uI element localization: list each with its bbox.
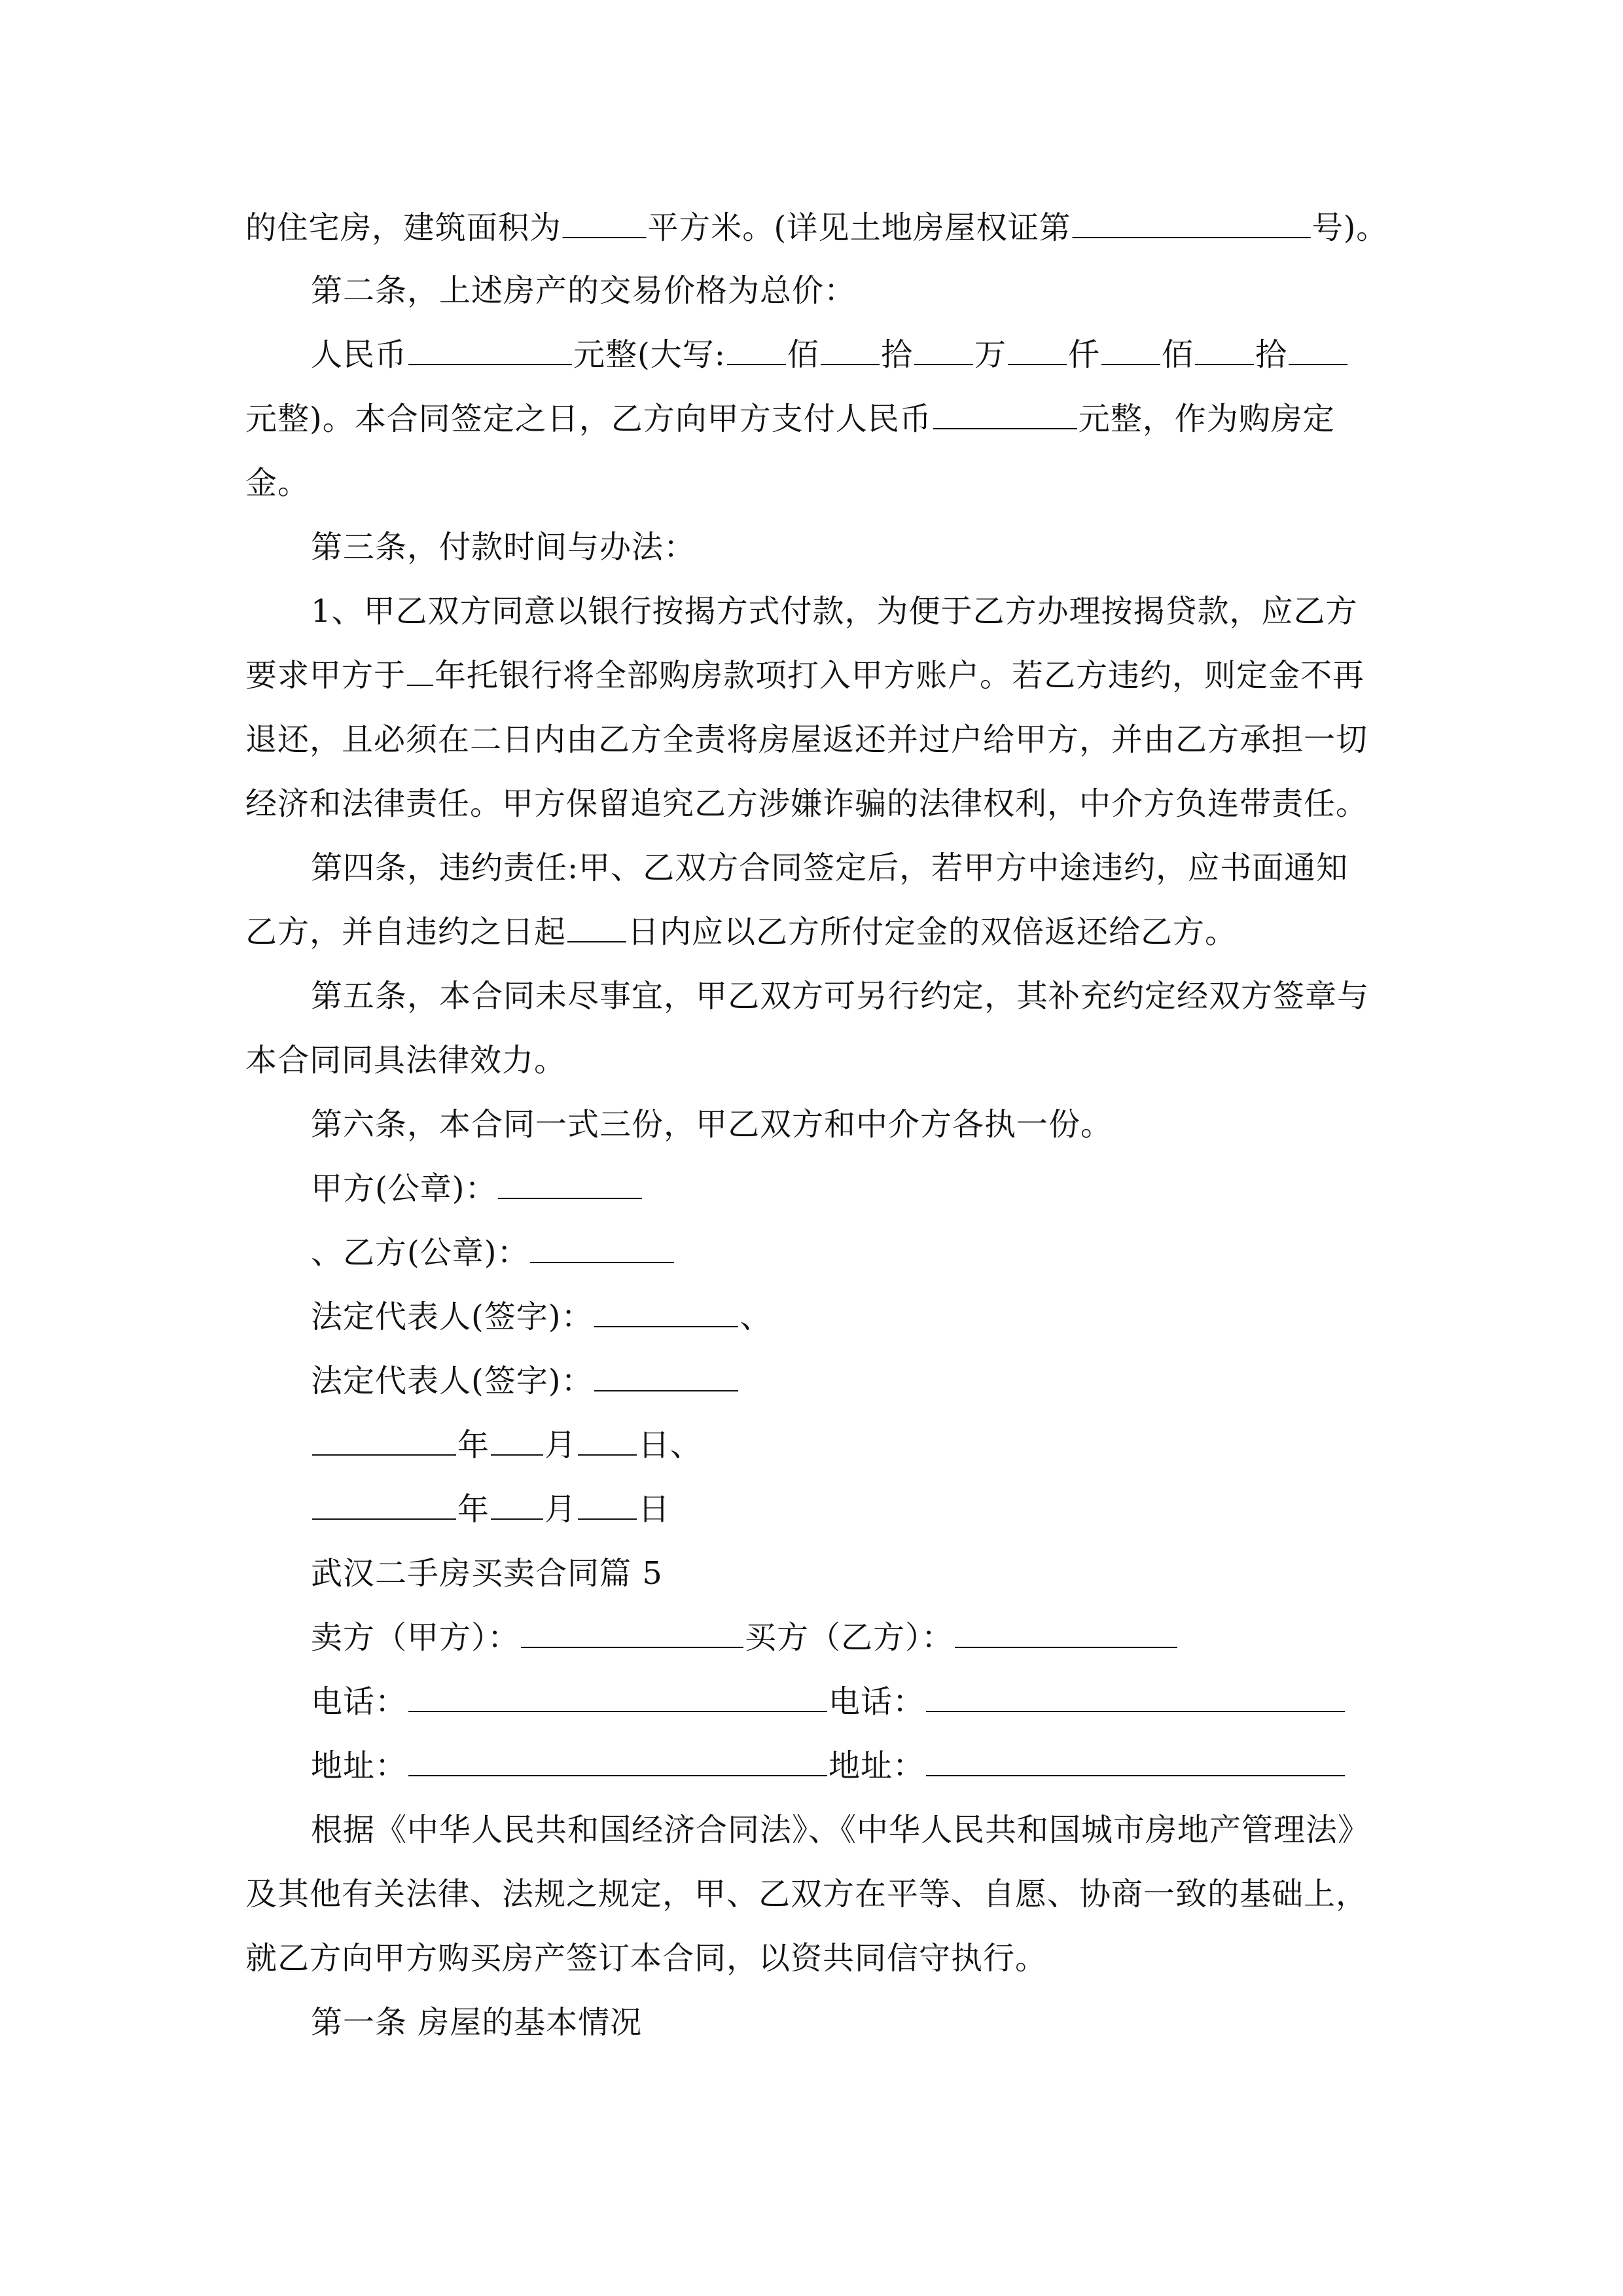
text-line [245,399,1335,439]
text-span: 号)。 [1311,209,1388,246]
text-span: 元整(大写: [573,336,726,373]
text-span: 甲方(公章)： [311,1170,497,1207]
text-span: 第三条，付款时间与办法： [311,529,696,565]
text-span: 电话： [829,1683,925,1720]
text-span: 平方米。(详见土地房屋权证第 [647,209,1071,246]
text-span: 月 [544,1491,577,1528]
text-line [245,912,1237,952]
text-span: 元整，作为购房定 [1078,401,1335,437]
blank-field[interactable] [563,208,647,238]
text-line [311,1490,670,1529]
text-line [311,271,856,310]
text-line [245,720,1368,759]
text-span: 元整)。本合同签定之日，乙方向甲方支付人民币 [245,401,932,437]
text-span: 、乙方(公章)： [311,1234,529,1271]
text-span: 年 [457,1427,490,1463]
blank-field[interactable] [955,1618,1177,1648]
text-span: 要求甲方于 [245,657,406,694]
blank-field[interactable] [312,1426,456,1456]
text-line [311,848,1348,888]
text-span: 买方（乙方）： [745,1619,954,1656]
text-span: 金。 [245,465,310,501]
blank-field[interactable] [521,1618,743,1648]
blank-field[interactable] [1289,335,1347,365]
text-line [245,1939,1047,1978]
text-span: 退还，且必须在二日内由乙方全责将房屋返还并过户给甲方，并由乙方承担一切 [245,721,1368,758]
text-span: 第六条，本合同一式三份，甲乙双方和中介方各执一份。 [311,1106,1113,1143]
blank-field[interactable] [578,1490,637,1520]
text-line [245,1041,566,1080]
text-span: 第五条，本合同未尽事宜，甲乙双方可另行约定，其补充约定经双方签章与 [311,978,1370,1014]
blank-field[interactable] [926,1746,1345,1776]
blank-field[interactable] [727,335,786,365]
blank-field[interactable] [312,1490,456,1520]
text-span: 法定代表人(签字)： [311,1363,594,1399]
text-line [311,2003,642,2042]
blank-field[interactable] [1101,335,1160,365]
text-span: 1、甲乙双方同意以银行按揭方式付款，为便于乙方办理按揭贷款，应乙方 [311,593,1358,630]
blank-field[interactable] [491,1426,543,1456]
blank-field[interactable] [491,1490,543,1520]
text-span: 电话： [311,1683,408,1720]
text-line [311,977,1369,1016]
blank-field[interactable] [407,656,433,686]
text-line [245,1874,1368,1914]
blank-field[interactable] [821,335,880,365]
blank-field[interactable] [1195,335,1254,365]
blank-field[interactable] [594,1297,738,1327]
blank-field[interactable] [408,335,572,365]
text-line [311,1297,772,1336]
text-span: 拾 [1255,336,1288,373]
text-line [311,335,1349,374]
blank-field[interactable] [408,1746,827,1776]
text-span: 地址： [829,1748,925,1784]
text-line [311,592,1358,631]
text-span: 日内应以乙方所付定金的双倍返还给乙方。 [628,914,1238,950]
text-line [311,1810,1370,1850]
text-line [311,1169,643,1208]
text-line [311,1426,702,1465]
blank-field[interactable] [933,399,1077,429]
text-span: 人民币 [311,336,408,373]
section-heading [311,1554,663,1593]
blank-field[interactable] [578,1426,637,1456]
text-span: 经济和法律责任。甲方保留追究乙方涉嫌诈骗的法律权利，中介方负连带责任。 [245,785,1368,822]
text-span: 武汉二手房买卖合同篇 5 [311,1555,663,1592]
text-span: 法定代表人(签字)： [311,1299,594,1335]
blank-field[interactable] [1072,208,1310,238]
text-span: 拾 [880,336,913,373]
text-line [245,784,1368,823]
text-span: 佰 [1161,336,1194,373]
text-line [311,528,696,567]
text-span: 年 [457,1491,490,1528]
text-span: 第一条 房屋的基本情况 [311,2004,643,2041]
text-span: 乙方，并自违约之日起 [245,914,567,950]
text-span: 本合同同具法律效力。 [245,1042,567,1079]
text-span: 地址： [311,1748,408,1784]
text-span: 日、 [638,1427,703,1463]
text-span: 根据《中华人民共和国经济合同法》、《中华人民共和国城市房地产管理法》 [311,1812,1370,1848]
blank-field[interactable] [1008,335,1067,365]
text-span: 卖方（甲方）： [311,1619,520,1656]
blank-field[interactable] [594,1361,738,1391]
blank-field[interactable] [530,1233,674,1263]
text-line [311,1618,1179,1657]
text-span: 年托银行将全部购房款项打入甲方账户。若乙方违约，则定金不再 [435,657,1365,694]
text-line [311,1105,1113,1144]
text-line [245,208,1388,247]
text-line [311,1746,1346,1785]
blank-field[interactable] [567,912,626,942]
blank-field[interactable] [498,1169,642,1199]
text-span: 仟 [1067,336,1100,373]
text-line [311,1233,675,1272]
text-span: 佰 [787,336,819,373]
text-span: 第四条，违约责任:甲、乙双方合同签定后，若甲方中途违约，应书面通知 [311,850,1349,886]
text-span: 万 [974,336,1007,373]
text-span: 第二条，上述房产的交易价格为总价： [311,272,857,309]
text-span: 的住宅房，建筑面积为 [245,209,562,246]
text-line [245,656,1364,695]
blank-field[interactable] [926,1682,1345,1712]
text-span: 、 [740,1299,772,1335]
text-span: 就乙方向甲方购买房产签订本合同，以资共同信守执行。 [245,1940,1048,1977]
text-line [311,1682,1346,1721]
text-line [245,463,310,503]
blank-field[interactable] [914,335,973,365]
text-span: 月 [544,1427,577,1463]
text-line [311,1361,740,1401]
text-span: 及其他有关法律、法规之规定，甲、乙双方在平等、自愿、协商一致的基础上， [245,1876,1368,1912]
text-span: 日 [638,1491,671,1528]
blank-field[interactable] [408,1682,827,1712]
